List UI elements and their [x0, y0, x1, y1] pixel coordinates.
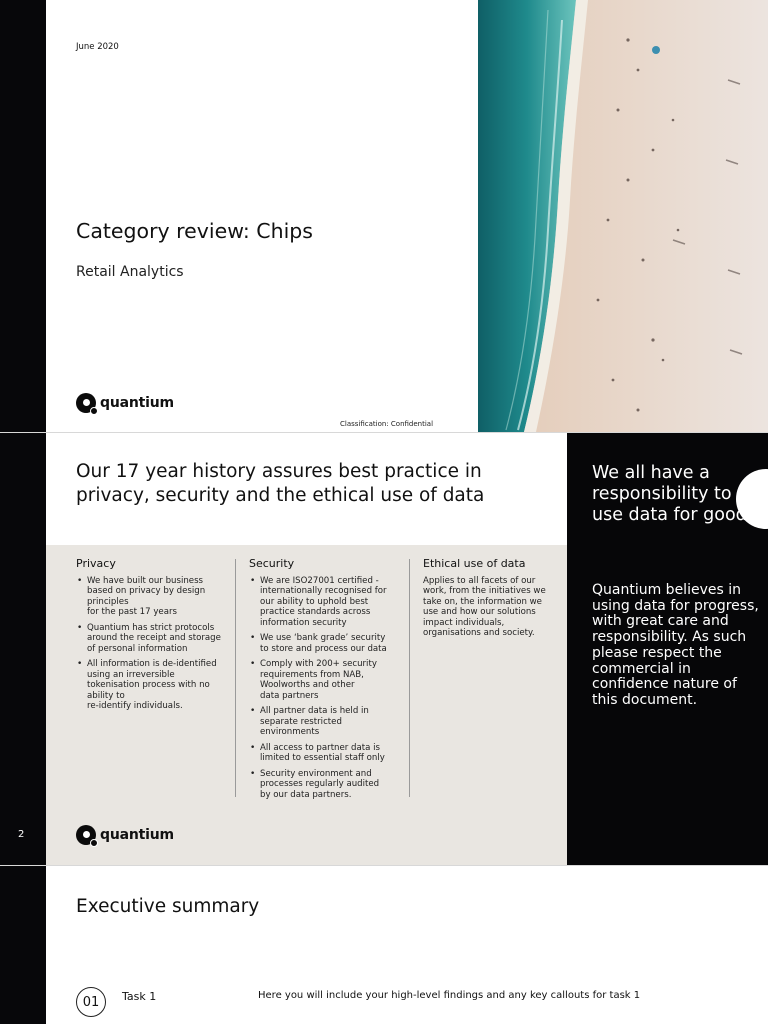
list-item: • All partner data is held in separate restricted environments [249, 706, 394, 738]
responsibility-text: Quantium believes in using data for progress, with great care and responsibility. As such please respect the commercial in confidence nature of this document. [592, 582, 759, 708]
privacy-sidebar [0, 433, 46, 865]
ethics-text: Applies to all facets of our work, from the initiatives we take on, the information we use and how our solutions impact individuals, organisations and society. [423, 575, 546, 638]
list-item: • Quantium has strict protocols around the receipt and storage of personal information [76, 623, 224, 655]
column-divider [235, 559, 236, 797]
principles-panel [46, 545, 567, 865]
responsibility-panel [567, 433, 768, 865]
summary-heading: Executive summary [76, 896, 260, 917]
summary-sidebar [0, 866, 46, 1024]
quantium-logo: quantium [76, 825, 174, 845]
report-date: June 2020 [76, 42, 119, 52]
report-title: Category review: Chips [76, 219, 313, 243]
list-item: • We are ISO27001 certified - internationally recognised for our ability to uphold best practice standards across information security [249, 576, 394, 629]
ethics-column [423, 559, 555, 639]
list-item: • We use ‘bank grade’ security to store and process our data [249, 633, 394, 654]
list-item: • We have built our business based on privacy by design principles for the past 17 years [76, 576, 224, 618]
security-list [249, 576, 394, 801]
privacy-heading: Our 17 year history assures best practice in privacy, security and the ethical use of data [76, 461, 485, 506]
list-item: • Comply with 200+ security requirements from NAB, Woolworths and other data partners [249, 659, 394, 701]
beach-aerial-photo [478, 0, 768, 432]
quantium-logo-icon [76, 825, 96, 845]
list-item: • All access to partner data is limited to essential staff only [249, 743, 394, 764]
classification-label: Classification: Confidential [340, 420, 434, 428]
summary-slide [0, 866, 768, 1024]
ethics-column-title: Ethical use of data [423, 557, 526, 570]
privacy-column [76, 559, 224, 717]
security-column-title: Security [249, 557, 295, 570]
privacy-column-title: Privacy [76, 557, 116, 570]
task-label: Task 1 [122, 990, 157, 1003]
cover-sidebar [0, 0, 46, 432]
list-item: • Security environment and processes regularly audited by our data partners. [249, 769, 394, 801]
privacy-slide [0, 433, 768, 865]
responsibility-title: We all have a responsibility to use data for good [592, 463, 747, 525]
column-divider [409, 559, 410, 797]
report-subtitle: Retail Analytics [76, 264, 184, 280]
task-number-badge: 01 [76, 987, 106, 1017]
cover-slide [0, 0, 768, 432]
page-number: 2 [18, 829, 25, 840]
quantium-logo: quantium [76, 393, 174, 413]
security-column [249, 559, 394, 805]
task-description: Here you will include your high-level findings and any key callouts for task 1 [258, 990, 641, 1001]
list-item: • All information is de-identified using an irreversible tokenisation process with no ability to re-identify individuals. [76, 659, 224, 712]
quantium-logo-icon [76, 393, 96, 413]
privacy-list [76, 576, 224, 712]
